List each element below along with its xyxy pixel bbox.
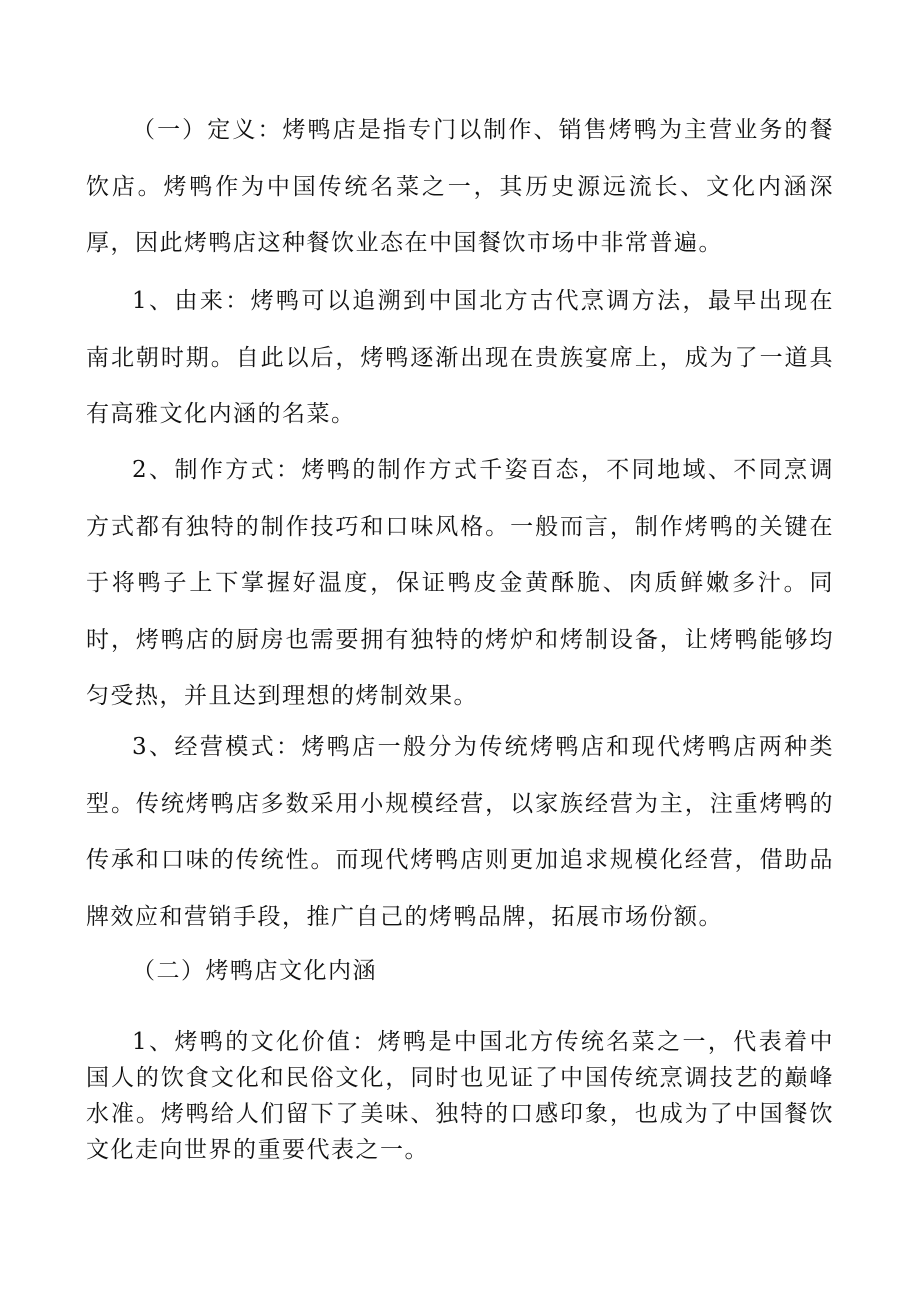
- paragraph-production: 2、制作方式：烤鸭的制作方式千姿百态，不同地域、不同烹调方式都有独特的制作技巧和口味风格。一般而言，制作烤鸭的关键在于将鸭子上下掌握好温度，保证鸭皮金黄酥脆、肉质鲜嫩多汁。同时，烤鸭店的厨房也需要拥有独特的烤炉和烤制设备，让烤鸭能够均匀受热，并且达到理想的烤制效果。: [86, 457, 834, 709]
- paragraph-business-model: 3、经营模式：烤鸭店一般分为传统烤鸭店和现代烤鸭店两种类型。传统烤鸭店多数采用小规模经营，以家族经营为主，注重烤鸭的传承和口味的传统性。而现代烤鸭店则更加追求规模化经营，借助品牌效应和营销手段，推广自己的烤鸭品牌，拓展市场份额。: [86, 734, 834, 930]
- paragraph-origin: 1、由来：烤鸭可以追溯到中国北方古代烹调方法，最早出现在南北朝时期。自此以后，烤鸭逐渐出现在贵族宴席上，成为了一道具有高雅文化内涵的名菜。: [86, 288, 834, 427]
- paragraph-cultural-value: 1、烤鸭的文化价值：烤鸭是中国北方传统名菜之一，代表着中国人的饮食文化和民俗文化，同时也见证了中国传统烹调技艺的巅峰水准。烤鸭给人们留下了美味、独特的口感印象，也成为了中国餐饮文化走向世界的重要代表之一。: [86, 1029, 834, 1163]
- paragraph-definition: （一）定义：烤鸭店是指专门以制作、销售烤鸭为主营业务的餐饮店。烤鸭作为中国传统名菜之一，其历史源远流长、文化内涵深厚，因此烤鸭店这种餐饮业态在中国餐饮市场中非常普遍。: [86, 117, 834, 256]
- section-heading: （二）烤鸭店文化内涵: [132, 958, 377, 984]
